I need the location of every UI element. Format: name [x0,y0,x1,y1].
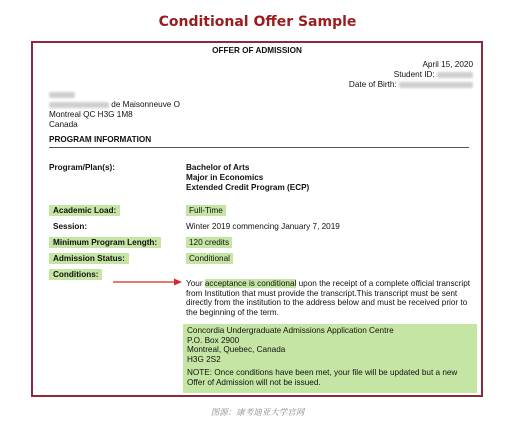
dob-label: Date of Birth: [348,80,397,89]
min-length-value: 120 credits [186,237,232,248]
admission-status-value: Conditional [186,253,233,264]
mailing-address-box [183,324,477,393]
conditions-post: upon the receipt of a complete official transcript from Institution that must provide the transcript.This transcript must be sent directly from the institution to the address below and must be received prior to the beginning of the term. [186,279,471,317]
address-city: Montreal QC H3G 1M8 [49,110,133,119]
redacted-dob [399,82,473,88]
arrow-icon [113,277,183,287]
student-id-row [394,70,473,80]
student-id-label: Student ID: [393,70,435,79]
conditions-highlight: acceptance is conditional [204,279,297,288]
academic-load-label: Academic Load: [49,205,120,216]
conditions-pre: Your [186,279,205,288]
session-label: Session: [53,222,88,231]
redacted-street-number [49,102,109,108]
address-line: H3G 2S2 [187,354,221,364]
address-street [49,100,180,110]
session-value: Winter 2019 commencing January 7, 2019 [186,222,340,231]
conditions-text [186,279,478,317]
address-line: Montreal, Quebec, Canada [187,345,286,355]
dob-row [349,80,473,90]
section-heading: PROGRAM INFORMATION [49,135,152,144]
section-divider [49,147,469,148]
conditions-label: Conditions: [49,269,102,280]
redacted-name [49,90,75,100]
program-label: Program/Plan(s): [49,163,115,172]
image-caption: 图源：康考迪亚大学官网 [210,407,305,417]
address-line: P.O. Box 2900 [187,335,240,345]
academic-load-value: Full-Time [186,205,226,216]
program-line: Bachelor of Arts [186,163,250,172]
page-title: Conditional Offer Sample [158,14,357,30]
address-country: Canada [49,120,78,129]
redacted-student-id [437,72,473,78]
offer-letter [31,41,483,397]
letter-heading: OFFER OF ADMISSION [212,46,302,55]
admission-status-label: Admission Status: [49,253,129,264]
note-text: NOTE: Once conditions have been met, your file will be updated but a new Offer of Admission will not be issued. [187,368,458,387]
letter-date: April 15, 2020 [422,60,473,69]
program-line: Extended Credit Program (ECP) [186,183,310,192]
program-line: Major in Economics [186,173,264,182]
address-line: Concordia Undergraduate Admissions Application Centre [187,326,394,335]
address-street-suffix: de Maisonneuve O [111,100,181,109]
min-length-label: Minimum Program Length: [49,237,161,248]
